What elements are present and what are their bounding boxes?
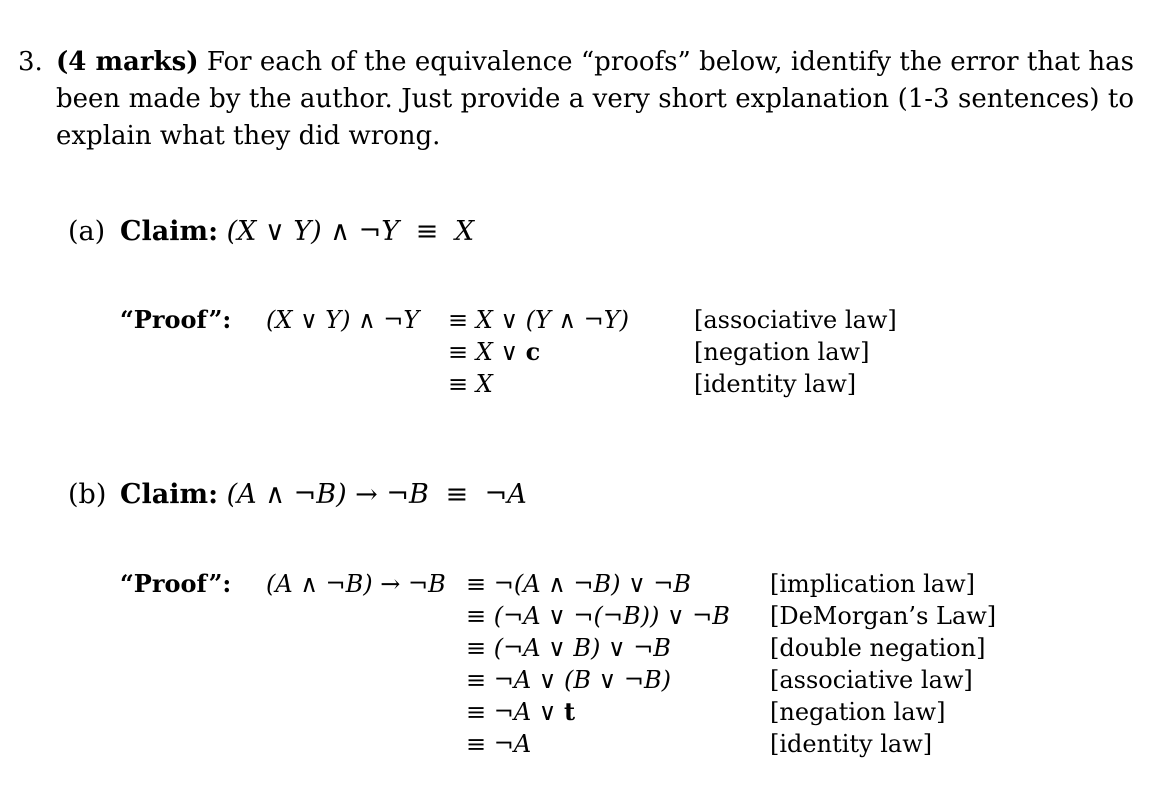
part-a-label: (a) <box>68 216 106 247</box>
part-b-reason-3: [double negation] <box>770 634 986 662</box>
part-a-claim-keyword: Claim: <box>120 216 219 247</box>
part-b-reason-5: [negation law] <box>770 698 946 726</box>
part-b-claim <box>120 478 527 512</box>
part-a-step-3: ≡ X <box>448 370 493 398</box>
part-a-proof-lhs: (X ∨ Y) ∧ ¬Y <box>266 306 420 334</box>
question-number: 3. <box>18 47 43 77</box>
part-a-step-1: ≡ X ∨ (Y ∧ ¬Y) <box>448 306 629 334</box>
part-b-claim-keyword: Claim: <box>120 479 219 510</box>
part-a-step-2 <box>448 337 540 367</box>
part-b-proof-lhs: (A ∧ ¬B) → ¬B <box>266 570 446 598</box>
part-a-claim <box>120 215 474 249</box>
part-b-reason-1: [implication law] <box>770 570 976 598</box>
question-line-1-text: For each of the equivalence “proofs” below, identify the error that has <box>206 47 1134 77</box>
part-a-claim-lhs: (X ∨ Y) ∧ ¬Y <box>226 216 400 247</box>
question-marks: (4 marks) <box>56 47 199 77</box>
part-b-claim-lhs: (A ∧ ¬B) → ¬B <box>226 479 429 510</box>
part-b-step-6: ≡ ¬A <box>466 730 532 758</box>
part-b-proof-label: “Proof”: <box>120 569 232 598</box>
part-b-step-2: ≡ (¬A ∨ ¬(¬B)) ∨ ¬B <box>466 602 730 630</box>
part-a-reason-1: [associative law] <box>694 306 897 334</box>
part-b-step-5 <box>466 697 575 727</box>
part-a-reason-3: [identity law] <box>694 370 857 398</box>
part-a-step-2-expr: ≡ X ∨ <box>448 338 526 366</box>
part-a-step-2-contradiction: c <box>525 337 541 366</box>
part-b-label: (b) <box>68 479 107 510</box>
part-b-reason-6: [identity law] <box>770 730 933 758</box>
question-line-3: explain what they did wrong. <box>56 121 441 151</box>
part-b-reason-2: [DeMorgan’s Law] <box>770 602 997 630</box>
question-line-2: been made by the author. Just provide a very short explanation (1-3 sentences) to <box>56 84 1134 114</box>
question-text <box>56 44 1134 155</box>
question-line-1 <box>56 44 1134 81</box>
part-a-reason-2: [negation law] <box>694 338 870 366</box>
part-a-claim-equiv: ≡ <box>415 216 439 247</box>
part-b-step-4: ≡ ¬A ∨ (B ∨ ¬B) <box>466 666 671 694</box>
part-b-reason-4: [associative law] <box>770 666 973 694</box>
part-a-proof-label: “Proof”: <box>120 305 232 334</box>
part-a-claim-rhs: X <box>454 216 475 247</box>
part-b-step-3: ≡ (¬A ∨ B) ∨ ¬B <box>466 634 671 662</box>
part-b-claim-equiv: ≡ <box>445 479 469 510</box>
part-b-claim-rhs: ¬A <box>484 479 527 510</box>
part-b-step-5-expr: ≡ ¬A ∨ <box>466 698 565 726</box>
part-b-step-5-tautology: t <box>564 697 576 726</box>
part-b-step-1: ≡ ¬(A ∧ ¬B) ∨ ¬B <box>466 570 692 598</box>
